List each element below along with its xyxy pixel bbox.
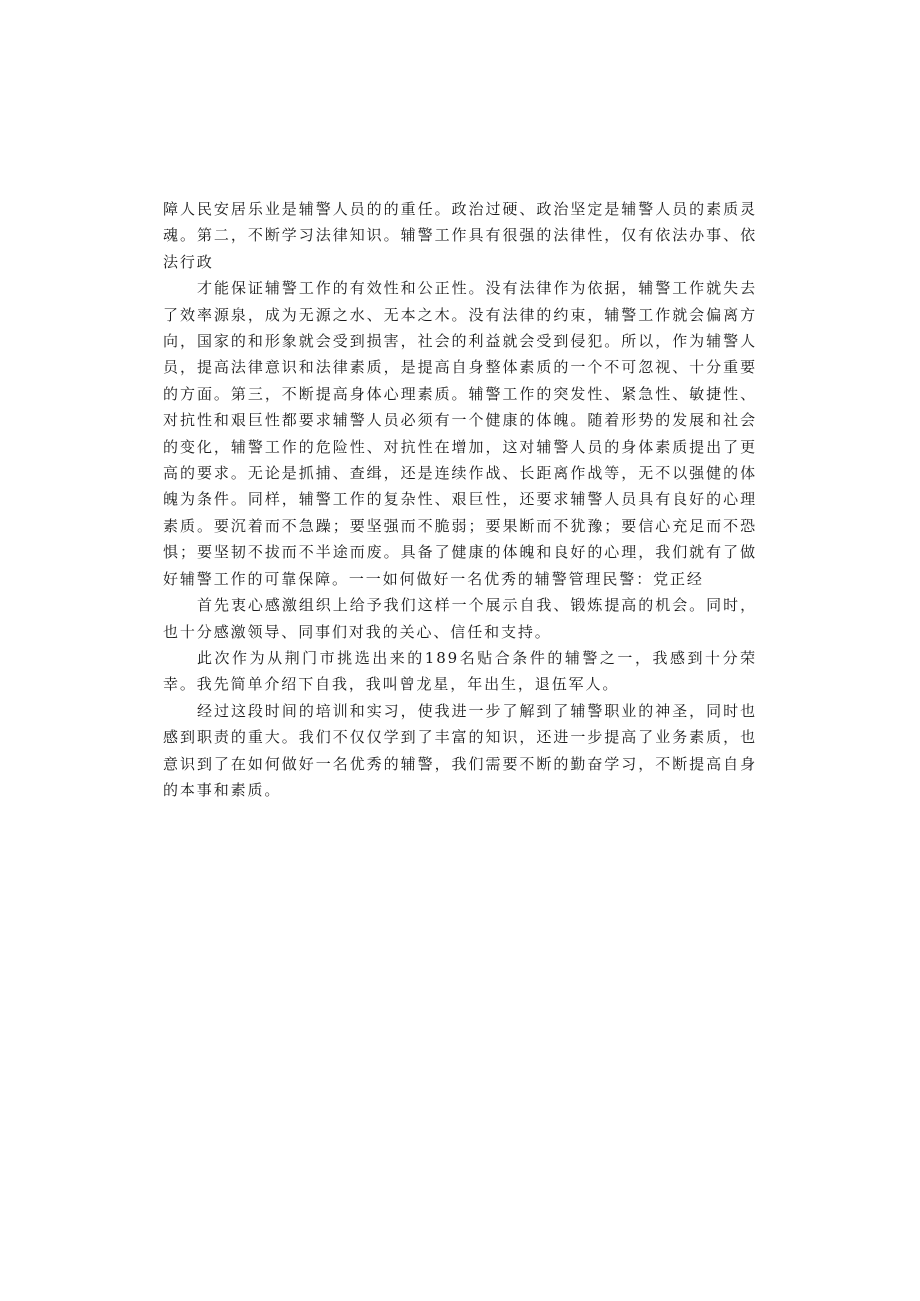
document-body: [163, 196, 757, 803]
paragraph-4: 此次作为从荆门市挑选出来的189名贴合条件的辅警之一，我感到十分荣幸。我先简单介绍下自我，我叫曾龙星，年出生，退伍军人。: [163, 648, 757, 694]
paragraph-2: 才能保证辅警工作的有效性和公正性。没有法律作为依据，辅警工作就失去了效率源泉，成为无源之水、无本之木。没有法律的约束，辅警工作就会偏离方向，国家的和形象就会受到损害，社会的利益就会受到侵犯。所以，作为辅警人员，提高法律意识和法律素质，是提高自身整体素质的一个不可忽视、十分重要的方面。第三，不断提高身体心理素质。辅警工作的突发性、紧急性、敏捷性、对抗性和艰巨性都要求辅警人员必须有一个健康的体魄。随着形势的发展和社会的变化，辅警工作的危险性、对抗性在增加，这对辅警人员的身体素质提出了更高的要求。无论是抓捕、查缉，还是连续作战、长距离作战等，无不以强健的体魄为条件。同样，辅警工作的复杂性、艰巨性，还要求辅警人员具有良好的心理素质。要沉着而不急躁；要坚强而不脆弱；要果断而不犹豫；要信心充足而不恐惧；要坚韧不拔而不半途而废。具备了健康的体魄和良好的心理，我们就有了做好辅警工作的可靠保障。一一如何做好一名优秀的辅警管理民警：党正经: [163, 279, 757, 588]
paragraph-1: 障人民安居乐业是辅警人员的的重任。政治过硬、政治坚定是辅警人员的素质灵魂。第二，不断学习法律知识。辅警工作具有很强的法律性，仅有依法办事、依法行政: [163, 200, 757, 271]
paragraph-3: 首先衷心感激组织上给予我们这样一个展示自我、锻炼提高的机会。同时，也十分感激领导、同事们对我的关心、信任和支持。: [163, 596, 757, 641]
paragraph-5: 经过这段时间的培训和实习，使我进一步了解到了辅警职业的神圣，同时也感到职责的重大。我们不仅仅学到了丰富的知识，还进一步提高了业务素质，也意识到了在如何做好一名优秀的辅警，我们需要不断的勤奋学习，不断提高自身的本事和素质。: [163, 701, 757, 799]
